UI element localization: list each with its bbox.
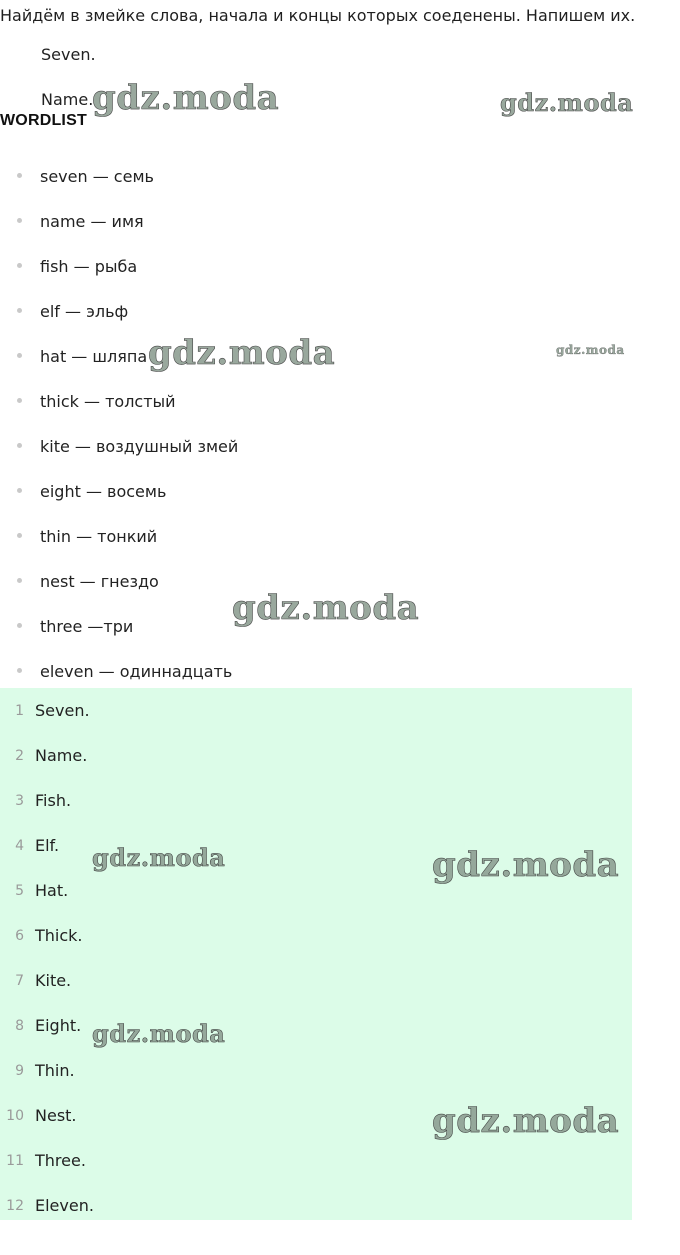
watermark: gdz.moda xyxy=(148,333,336,373)
bullet-icon xyxy=(17,623,22,628)
list-item xyxy=(0,514,640,559)
answer-line-1: Seven. xyxy=(41,45,96,64)
answer-text: Nest. xyxy=(35,1106,77,1125)
answer-text: Fish. xyxy=(35,791,72,810)
wordlist-heading: WORDLIST xyxy=(0,112,87,129)
word-entry: eight — восемь xyxy=(40,482,167,501)
answer-row xyxy=(0,1048,632,1093)
answer-text: Eight. xyxy=(35,1016,82,1035)
answer-line-2: Name. xyxy=(41,90,94,109)
answer-text: Name. xyxy=(35,746,88,765)
answer-number: 7 xyxy=(15,972,24,989)
answers-list xyxy=(0,688,632,1228)
list-item xyxy=(0,199,640,244)
answer-number: 4 xyxy=(15,837,24,854)
answer-row xyxy=(0,778,632,823)
watermark: gdz.moda xyxy=(92,1019,226,1048)
bullet-icon xyxy=(17,218,22,223)
answer-number: 8 xyxy=(15,1017,24,1034)
watermark: gdz.moda xyxy=(92,843,226,872)
watermark: gdz.moda xyxy=(556,343,625,357)
answer-text: Elf. xyxy=(35,836,60,855)
answer-text: Kite. xyxy=(35,971,72,990)
word-entry: name — имя xyxy=(40,212,144,231)
answer-number: 3 xyxy=(15,792,24,809)
list-item xyxy=(0,154,640,199)
list-item xyxy=(0,244,640,289)
answer-row xyxy=(0,913,632,958)
bullet-icon xyxy=(17,668,22,673)
answer-text: Three. xyxy=(35,1151,86,1170)
bullet-icon xyxy=(17,533,22,538)
answer-number: 6 xyxy=(15,927,24,944)
word-entry: fish — рыба xyxy=(40,257,138,276)
bullet-icon xyxy=(17,263,22,268)
bullet-icon xyxy=(17,578,22,583)
list-item xyxy=(0,379,640,424)
answer-text: Thick. xyxy=(35,926,83,945)
word-entry: elf — эльф xyxy=(40,302,129,321)
answer-row xyxy=(0,1138,632,1183)
word-entry: nest — гнездо xyxy=(40,572,159,591)
answer-text: Hat. xyxy=(35,881,69,900)
watermark: gdz.moda xyxy=(432,845,620,885)
bullet-icon xyxy=(17,173,22,178)
task-intro: Найдём в змейке слова, начала и концы которых соеденены. Напишем их. xyxy=(0,6,636,25)
word-entry: eleven — одиннадцать xyxy=(40,662,233,681)
answer-row xyxy=(0,958,632,1003)
answer-row xyxy=(0,688,632,733)
watermark: gdz.moda xyxy=(500,88,634,117)
answer-row xyxy=(0,1183,632,1228)
word-entry: seven — семь xyxy=(40,167,154,186)
answer-number: 10 xyxy=(6,1107,24,1124)
answer-number: 2 xyxy=(15,747,24,764)
word-entry: thick — толстый xyxy=(40,392,176,411)
bullet-icon xyxy=(17,308,22,313)
answer-number: 12 xyxy=(6,1197,24,1214)
answer-row xyxy=(0,733,632,778)
answer-text: Seven. xyxy=(35,701,90,720)
list-item xyxy=(0,424,640,469)
bullet-icon xyxy=(17,353,22,358)
word-entry: three —три xyxy=(40,617,134,636)
bullet-icon xyxy=(17,488,22,493)
list-item xyxy=(0,289,640,334)
watermark: gdz.moda xyxy=(232,588,420,628)
watermark: gdz.moda xyxy=(92,78,280,118)
list-item xyxy=(0,469,640,514)
answer-number: 9 xyxy=(15,1062,24,1079)
word-entry: kite — воздушный змей xyxy=(40,437,239,456)
answer-number: 11 xyxy=(6,1152,24,1169)
watermark: gdz.moda xyxy=(432,1101,620,1141)
answer-number: 5 xyxy=(15,882,24,899)
word-entry: thin — тонкий xyxy=(40,527,158,546)
answer-text: Eleven. xyxy=(35,1196,94,1215)
answer-number: 1 xyxy=(15,702,24,719)
bullet-icon xyxy=(17,398,22,403)
word-entry: hat — шляпа xyxy=(40,347,148,366)
bullet-icon xyxy=(17,443,22,448)
answer-text: Thin. xyxy=(35,1061,75,1080)
